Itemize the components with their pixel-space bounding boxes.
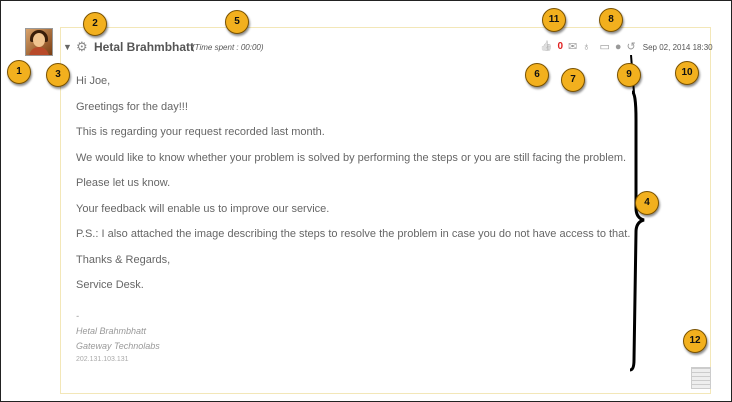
signature-dash: - <box>76 311 79 321</box>
gear-icon[interactable]: ⚙ <box>76 39 88 54</box>
callout-badge: 12 <box>683 329 707 353</box>
callout-badge: 8 <box>599 8 623 32</box>
time-spent: (Time spent : 00:00) <box>192 43 264 52</box>
message-body <box>76 75 630 305</box>
callout-badge: 7 <box>561 68 585 92</box>
signature-name: Hetal Brahmbhatt <box>76 326 147 336</box>
expand-icon[interactable] <box>691 367 711 389</box>
message-line: Greetings for the day!!! <box>76 100 188 113</box>
message-date: Sep 02, 2014 18:30 <box>642 42 713 52</box>
callout-brace <box>620 90 650 375</box>
collapse-toggle-icon[interactable]: ▼ <box>63 42 72 52</box>
signature-company: Gateway Technolabs <box>76 341 160 351</box>
callout-badge: 4 <box>635 191 659 215</box>
mail-icon[interactable]: ✉ <box>568 41 578 53</box>
callout-badge: 11 <box>542 8 566 32</box>
callout-badge: 3 <box>46 63 70 87</box>
ip-address: 202.131.103.131 <box>76 356 129 363</box>
message-toolbar <box>540 40 713 54</box>
author-name: Hetal Brahmbhatt <box>94 40 195 54</box>
callout-badge: 10 <box>675 61 699 85</box>
callout-badge: 5 <box>225 10 249 34</box>
message-line: Thanks & Regards, <box>76 253 171 266</box>
history-icon[interactable]: ↺ <box>626 41 636 53</box>
message-line: Please let us know. <box>76 177 171 189</box>
lightbulb-icon[interactable]: ♁ <box>582 41 591 53</box>
message-line: Service Desk. <box>76 279 144 291</box>
avatar[interactable] <box>25 28 53 56</box>
like-count: 0 <box>557 41 564 52</box>
signature <box>76 309 160 354</box>
callout-badge: 2 <box>83 12 107 36</box>
callout-badge: 9 <box>617 63 641 87</box>
callout-badge: 6 <box>525 63 549 87</box>
message-line: Your feedback will enable us to improve our service. <box>76 202 330 215</box>
message-line: P.S.: I also attached the image describing the steps to resolve the problem in case you do not have access to that. <box>76 228 631 240</box>
user-icon[interactable]: ● <box>614 41 622 53</box>
message-line: This is regarding your request recorded last month. <box>76 126 325 138</box>
message-line: We would like to know whether your problem is solved by performing the steps or you are still facing the problem. <box>76 151 627 164</box>
message-line: Hi Joe, <box>76 75 111 87</box>
callout-badge: 1 <box>7 60 31 84</box>
like-icon[interactable]: 👍 <box>540 41 553 52</box>
ticket-icon[interactable]: ▭ <box>599 41 610 53</box>
